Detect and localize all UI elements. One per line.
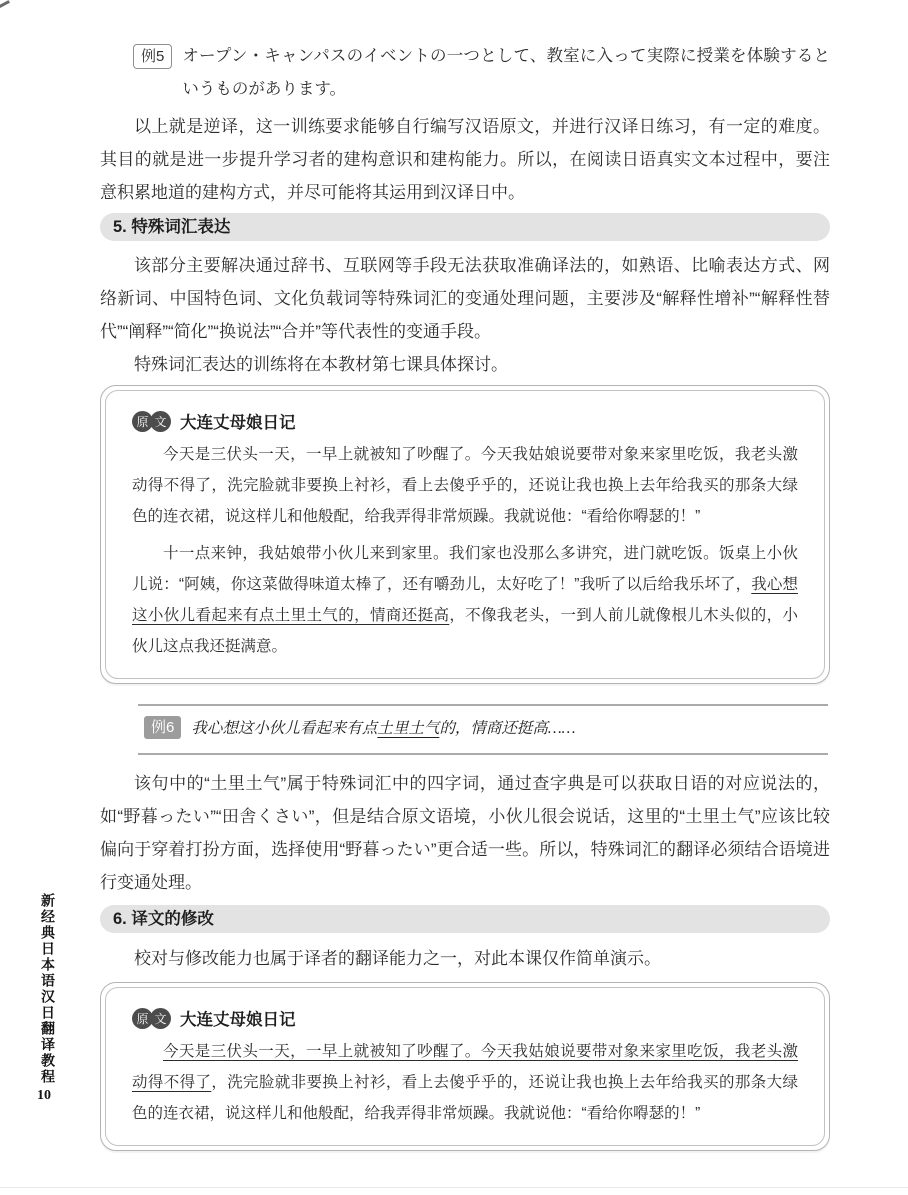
source-text-icon: [132, 1008, 171, 1029]
intro-paragraph: 以上就是逆译，这一训练要求能够自行编写汉语原文，并进行汉译日练习，有一定的难度。其目的就是进一步提升学习者的建构意识和建构能力。所以，在阅读日语真实文本过程中，要注意积累地道的建构方式，并尽可能将其运用到汉译日中。: [100, 117, 830, 202]
origin-char-circle-1: 原: [132, 1008, 153, 1029]
section5-paragraph-2: 特殊词汇表达的训练将在本教材第七课具体探讨。: [134, 355, 508, 374]
section5-paragraph-1: 该部分主要解决通过辞书、互联网等手段无法获取准确译法的，如熟语、比喻表达方式、网络新词、中国特色词、文化负载词等特殊词汇的变通处理问题，主要涉及“解释性增补”“解释性替代”“阐释”“简化”“换说法”“合并”等代表性的变通手段。: [100, 256, 830, 341]
page-bottom-rule: [0, 1187, 908, 1188]
scan-corner-mark: [0, 0, 10, 9]
section6-paragraph-1: 校对与修改能力也属于译者的翻译能力之一，对此本课仅作简单演示。: [134, 949, 661, 968]
origin-char-circle-2: 文: [150, 1008, 171, 1029]
origin-char-circle-1: 原: [132, 411, 153, 432]
source-box-2-title: 大连丈母娘日记: [180, 1011, 296, 1029]
source-box-2-header: [132, 1006, 798, 1030]
example5-block: [100, 0, 830, 106]
section5-header: 5. 特殊词汇表达: [100, 213, 830, 241]
example5-badge: 例5: [133, 44, 172, 69]
source-box-2: [100, 982, 830, 1151]
source-box-1: [100, 385, 830, 684]
source-box-1-header: [132, 409, 798, 433]
source-box-2-paragraph-1: 今天是三伏头一天，一早上就被知了吵醒了。今天我姑娘说要带对象来家里吃饭，我老头激动得不得了，洗完脸就非要换上衬衫，看上去傻乎乎的，还说让我也换上去年给我买的那条大绿色的连衣裙，说这样儿和他般配，给我弄得非常烦躁。我就说他：“看给你嘚瑟的！”: [132, 1043, 798, 1122]
source-box-2-inner: [105, 987, 825, 1146]
example5-text: オープン・キャンパスのイベントの一つとして、教室に入って実際に授業を体験するというものがあります。: [182, 47, 830, 98]
example6-badge: 例6: [144, 716, 181, 739]
source-box-1-inner: [105, 390, 825, 679]
source-box-1-paragraph-1: 今天是三伏头一天，一早上就被知了吵醒了。今天我姑娘说要带对象来家里吃饭，我老头激动得不得了，洗完脸就非要换上衬衫，看上去傻乎乎的，还说让我也换上去年给我买的那条大绿色的连衣裙，说这样儿和他般配，给我弄得非常烦躁。我就说他：“看给你嘚瑟的！”: [132, 446, 798, 525]
analysis-paragraph: 该句中的“土里土气”属于特殊词汇中的四字词，通过查字典是可以获取日语的对应说法的，如“野暮ったい”“田舎くさい”，但是结合原文语境，小伙儿很会说话，这里的“土里土气”应该比较偏向于穿着打扮方面，选择使用“野暮ったい”更合适一些。所以，特殊词汇的翻译必须结合语境进行变通处理。: [100, 774, 830, 892]
page-content: [100, 0, 830, 1151]
book-spine-title: 新经典日本语汉日翻译教程: [39, 893, 54, 1085]
example6-text: 我心想这小伙儿看起来有点土里土气的，情商还挺高……: [191, 720, 576, 737]
example6-block: [138, 704, 828, 755]
source-text-icon: [132, 411, 171, 432]
page-number: 10: [37, 1088, 51, 1103]
section6-header: 6. 译文的修改: [100, 905, 830, 933]
source-box-1-paragraph-2: 十一点来钟，我姑娘带小伙儿来到家里。我们家也没那么多讲究，进门就吃饭。饭桌上小伙儿说：“阿姨，你这菜做得味道太棒了，还有嚼劲儿，太好吃了！”我听了以后给我乐坏了，我心想这小伙儿看起来有点土里土气的，情商还挺高，不像我老头，一到人前儿就像根儿木头似的，小伙儿这点我还挺满意。: [132, 545, 798, 655]
origin-char-circle-2: 文: [150, 411, 171, 432]
source-box-1-title: 大连丈母娘日记: [180, 414, 296, 432]
